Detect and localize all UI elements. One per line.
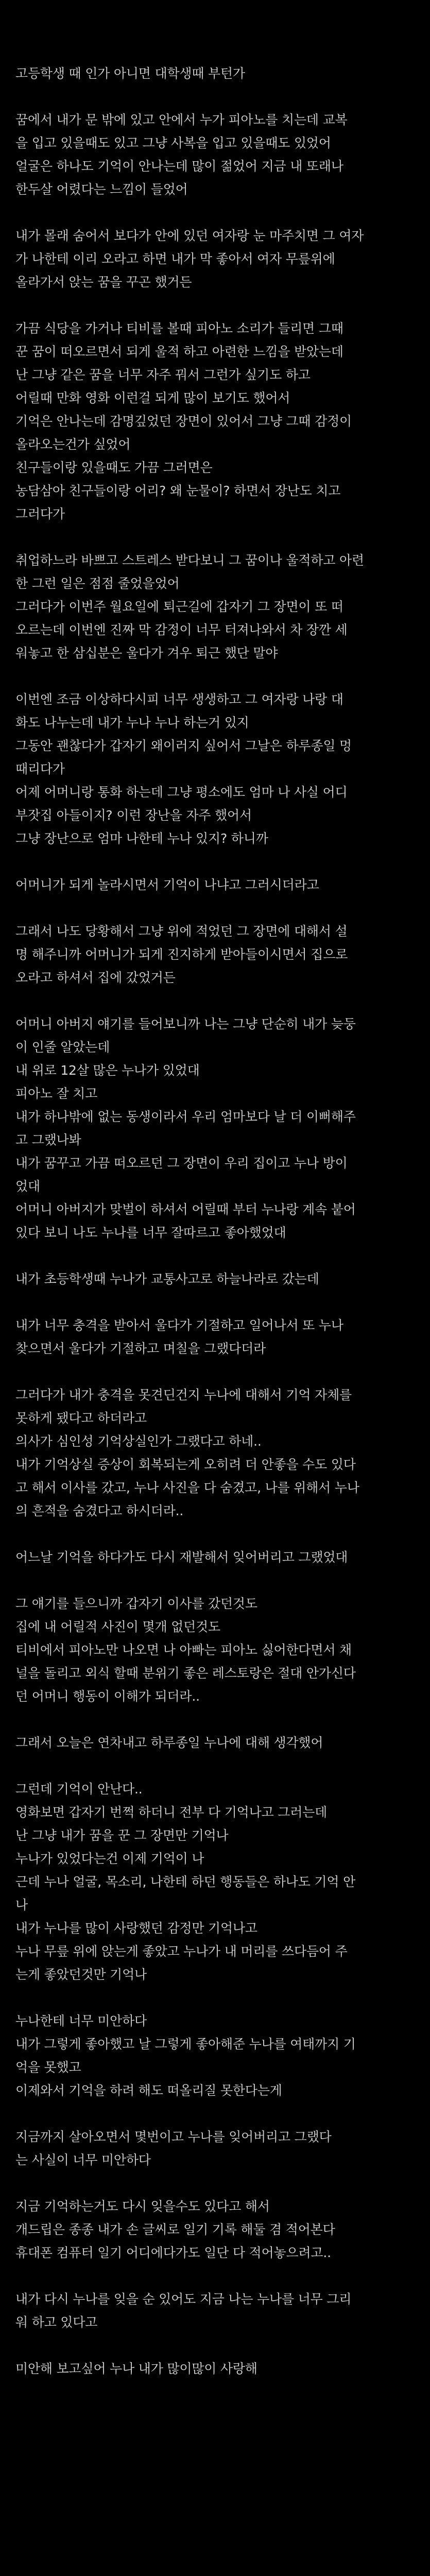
- text-line: 고 그랬나봐: [15, 1132, 81, 1147]
- text-line: 고등학생 때 인가 아니면 대학생때 부턴가: [15, 66, 245, 81]
- text-line: 그래서 나도 당황해서 그냥 위에 적었던 그 장면에 대해서 설: [15, 924, 348, 939]
- text-line: 그 얘기를 들으니까 갑자기 이사를 갔던것도: [15, 1596, 257, 1611]
- text-line: 명 해주니까 어머니가 되게 진지하게 받아들이시면서 집으로: [15, 947, 348, 962]
- text-line: 휴대폰 컴퓨터 일기 어디에다가도 일단 다 적어놓으려고..: [15, 2245, 331, 2260]
- text-line: 난 그냥 같은 꿈을 너무 자주 꿔서 그런가 싶기도 하고: [15, 367, 311, 382]
- text-line: 누나가 있었다는건 이제 기억이 나: [15, 1851, 204, 1866]
- post-paragraph: [15, 1267, 421, 1291]
- text-line: 억을 못했고: [15, 2060, 81, 2075]
- text-line: 내가 하나밖에 없는 동생이라서 우리 엄마보다 날 더 이뻐해주: [15, 1109, 356, 1124]
- text-line: 이번엔 조금 이상하다시피 너무 생생하고 그 여자랑 나랑 대: [15, 692, 343, 707]
- text-line: 친구들이랑 있을때도 가끔 그러면은: [15, 460, 213, 475]
- text-line: 부잣집 아들이지? 이런 장난을 자주 했어서: [15, 808, 252, 823]
- text-line: 개드립은 종종 내가 손 글씨로 일기 기록 해둘 겸 적어본다: [15, 2222, 335, 2237]
- post-paragraph: [15, 2287, 421, 2334]
- text-line: 한 그런 일은 점점 줄었을었어: [15, 576, 180, 591]
- text-line: 때리다가: [15, 761, 65, 776]
- text-line: 어머니가 되게 놀라시면서 기억이 나냐고 그러시더라고: [15, 877, 319, 892]
- text-line: 찾으면서 울다가 기절하고 며칠을 그랬다더라: [15, 1341, 266, 1356]
- text-line: 피아노 잘 치고: [15, 1086, 98, 1101]
- post-paragraph: [15, 2357, 421, 2380]
- text-line: 누나한테 너무 미안하다: [15, 2013, 147, 2028]
- text-line: 꾼 꿈이 떠오르면서 되게 울적 하고 아련한 느낌을 받았는데: [15, 344, 343, 359]
- text-line: 지금까지 살아오면서 몇번이고 누나를 잊어버리고 그랬다: [15, 2129, 332, 2144]
- text-line: 난 그냥 내가 꿈을 꾼 그 장면만 기억나: [15, 1828, 229, 1843]
- post-paragraph: [15, 549, 421, 665]
- post-paragraph: [15, 1314, 421, 1360]
- post-paragraph: [15, 1777, 421, 1986]
- text-line: 이제와서 기억을 하려 해도 떠올리질 못한다는게: [15, 2083, 282, 2098]
- post-paragraph: [15, 108, 421, 201]
- text-line: 가끔 식당을 가거나 티비를 볼때 피아노 소리가 들리면 그때: [15, 321, 343, 336]
- text-line: 그런데 기억이 안난다..: [15, 1782, 143, 1797]
- post-paragraph: [15, 1592, 421, 1708]
- text-line: 워 하고 있다고: [15, 2315, 98, 2330]
- text-line: 그냥 장난으로 엄마 나한테 누나 있지? 하니까: [15, 831, 268, 846]
- text-line: 꿈에서 내가 문 밖에 있고 안에서 누가 피아노를 치는데 교복: [15, 112, 348, 127]
- post-paragraph: [15, 688, 421, 850]
- text-line: 근데 누나 얼굴, 목소리, 나한테 하던 행동들은 하나도 기억 안: [15, 1874, 356, 1889]
- text-line: 오라고 하셔서 집에 갔었거든: [15, 970, 176, 985]
- text-line: 의사가 심인성 기억상실인가 그랬다고 하네..: [15, 1434, 262, 1449]
- text-line: 한두살 어렸다는 느낌이 들었어: [15, 182, 188, 197]
- text-line: 내가 몰래 숨어서 보다가 안에 있던 여자랑 눈 마주치면 그 여자: [15, 228, 364, 243]
- post-paragraph: [15, 2195, 421, 2264]
- text-line: 그러다가: [15, 506, 65, 521]
- text-line: 가 나한테 이리 오라고 하면 내가 막 좋아서 여자 무릎위에: [15, 251, 335, 266]
- text-line: 그래서 오늘은 연차내고 하루종일 누나에 대해 생각했어: [15, 1735, 323, 1750]
- text-line: 내가 기억상실 증상이 회복되는게 오히려 더 안좋을 수도 있다: [15, 1457, 356, 1472]
- text-line: 영화보면 갑자기 번쩍 하더니 전부 다 기억나고 그러는데: [15, 1805, 328, 1820]
- text-line: 올라오는건가 싶었어: [15, 437, 131, 452]
- text-line: 내가 너무 충격을 받아서 울다가 기절하고 일어나서 또 누나: [15, 1318, 343, 1333]
- text-line: 내가 누나를 많이 사랑했던 감정만 기억나고: [15, 1921, 257, 1936]
- text-line: 미안해 보고싶어 누나 내가 많이많이 사랑해: [15, 2361, 257, 2376]
- post-paragraph: [15, 1731, 421, 1754]
- text-line: 던 어머니 행동이 이해가 되더라..: [15, 1689, 200, 1704]
- text-line: 나: [15, 1897, 28, 1912]
- post-paragraph: [15, 1546, 421, 1569]
- post-paragraph: [15, 873, 421, 896]
- text-line: 내가 그렇게 좋아했고 날 그렇게 좋아해준 누나를 여태까지 기: [15, 2037, 356, 2052]
- text-line: 이 인줄 알았는데: [15, 1040, 110, 1055]
- text-line: 워놓고 한 삼십분은 울다가 겨우 퇴근 했단 말야: [15, 646, 278, 660]
- text-line: 는 사실이 너무 미안하다: [15, 2153, 151, 2167]
- text-line: 취업하느라 바쁘고 스트레스 받다보니 그 꿈이나 울적하고 아련: [15, 553, 364, 568]
- text-line: 못하게 됐다고 하더라고: [15, 1411, 147, 1426]
- text-line: 오르는데 이번엔 진짜 막 감정이 너무 터져나와서 차 장깐 세: [15, 622, 348, 637]
- text-line: 어머니 아버지 얘기를 들어보니까 나는 그냥 단순히 내가 늦둥: [15, 1016, 356, 1031]
- text-line: 올라가서 앉는 꿈을 꾸곤 했거든: [15, 275, 192, 290]
- post-paragraph: [15, 317, 421, 526]
- text-line: 어머니 아버지가 맞벌이 하셔서 어릴때 부터 누나랑 계속 붙어: [15, 1202, 356, 1217]
- text-line: 었대: [15, 1179, 40, 1194]
- text-line: 있다 보니 나도 누나를 너무 잘따르고 좋아했었대: [15, 1225, 286, 1240]
- post-paragraph: [15, 1012, 421, 1244]
- text-line: 어느날 기억을 하다가도 다시 재발해서 잊어버리고 그랬었대: [15, 1550, 348, 1565]
- post-paragraph: [15, 62, 421, 85]
- text-line: 어제 어머니랑 통화 하는데 그냥 평소에도 엄마 나 사실 어디: [15, 785, 348, 800]
- text-line: 고 해서 이사를 갔고, 누나 사진을 다 숨겼고, 나를 위해서 누나: [15, 1480, 359, 1495]
- text-line: 티비에서 피아노만 나오면 나 아빠는 피아노 싫어한다면서 채: [15, 1642, 352, 1657]
- text-line: 화도 나누는데 내가 누나 누나 하는거 있지: [15, 715, 249, 730]
- text-line: 누나 무릎 위에 앉는게 좋았고 누나가 내 머리를 쓰다듬어 주: [15, 1944, 348, 1959]
- text-line: 내가 다시 누나를 잊을 순 있어도 지금 나는 누나를 너무 그리: [15, 2292, 352, 2307]
- text-line: 내가 꿈꾸고 가끔 떠오르던 그 장면이 우리 집이고 누나 방이: [15, 1156, 348, 1171]
- text-line: 을 입고 있을때도 있고 그냥 사복을 입고 있을때도 있었어: [15, 135, 331, 150]
- text-line: 내가 초등학생때 누나가 교통사고로 하늘나라로 갔는데: [15, 1272, 319, 1286]
- text-line: 기억은 안나는데 감명깊었던 장면이 있어서 그냥 그때 감정이: [15, 414, 352, 429]
- text-line: 어릴때 만화 영화 이런걸 되게 많이 보기도 했어서: [15, 391, 290, 405]
- text-line: 그동안 괜찮다가 갑자기 왜이러지 싶어서 그날은 하루종일 멍: [15, 738, 352, 753]
- text-line: 지금 기억하는거도 다시 잊을수도 있다고 해서: [15, 2199, 270, 2214]
- text-line: 농담삼아 친구들이랑 어리? 왜 눈물이? 하면서 장난도 치고: [15, 483, 341, 498]
- text-line: 그러다가 이번주 월요일에 퇴근길에 갑자기 그 장면이 또 떠: [15, 599, 343, 614]
- post-paragraph: [15, 2125, 421, 2172]
- text-line: 의 흔적을 숨겼다고 하시더라..: [15, 1503, 184, 1518]
- text-line: 얼굴은 하나도 기억이 안나는데 많이 젊었어 지금 내 또래나: [15, 159, 343, 174]
- text-line: 집에 내 어릴적 사진이 몇개 없던것도: [15, 1619, 220, 1634]
- post-paragraph: [15, 2009, 421, 2102]
- post-paragraph: [15, 1383, 421, 1522]
- text-line: 는게 좋았던것만 기억나: [15, 1967, 147, 1982]
- text-line: 내 위로 12살 많은 누나가 있었대: [15, 1063, 200, 1078]
- post-paragraph: [15, 224, 421, 294]
- text-line: 널을 돌리고 외식 할때 분위기 좋은 레스토랑은 절대 안가신다: [15, 1666, 356, 1681]
- post-paragraph: [15, 920, 421, 989]
- text-line: 그러다가 내가 충격을 못견딘건지 누나에 대해서 기억 자체를: [15, 1387, 352, 1402]
